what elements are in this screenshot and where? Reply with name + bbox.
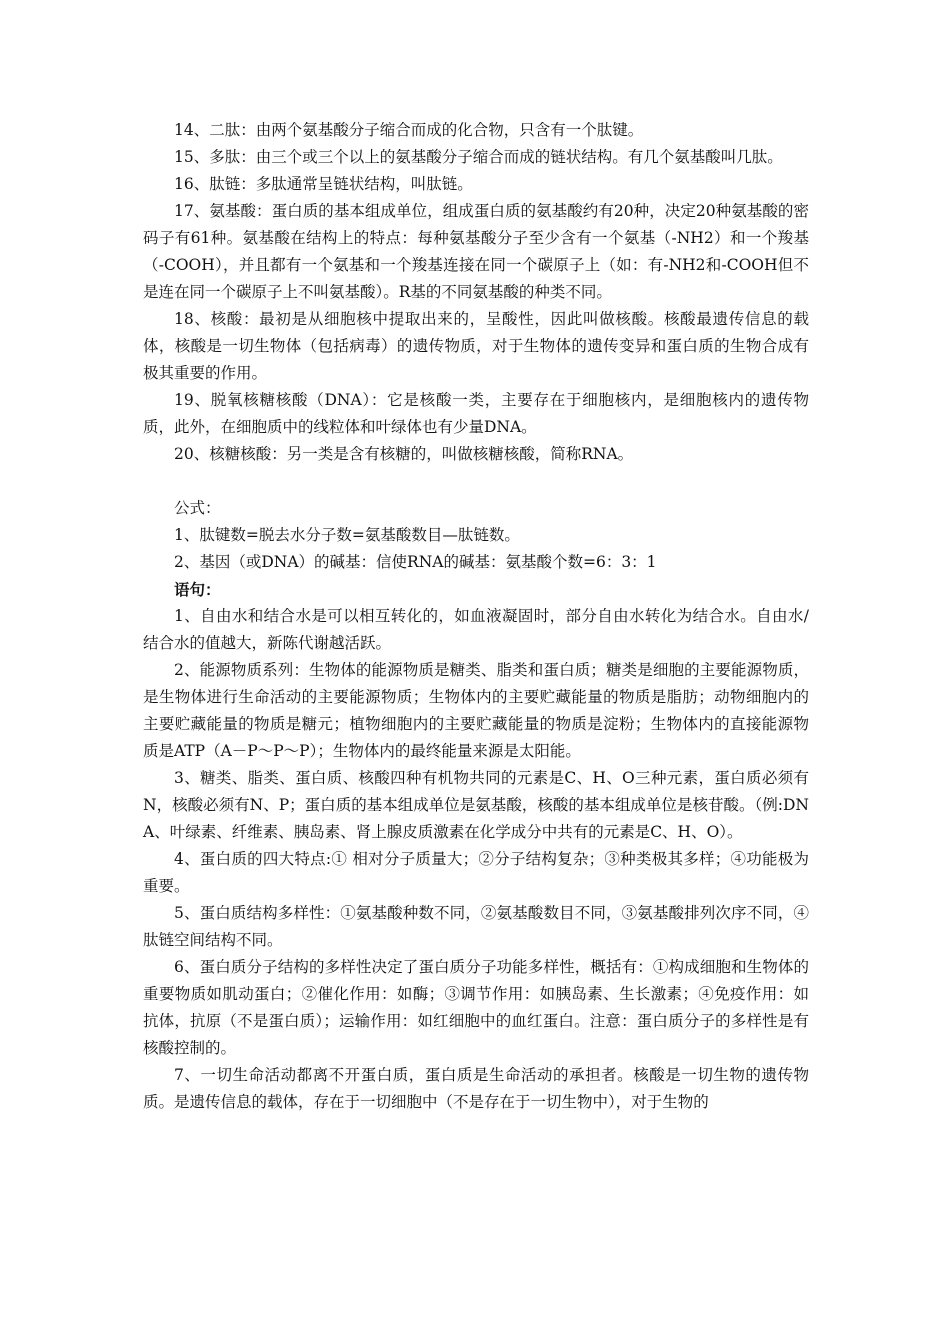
sentence-item-1: 1、自由水和结合水是可以相互转化的，如血液凝固时，部分自由水转化为结合水。自由水/结合水的值越大，新陈代谢越活跃。 — [143, 607, 809, 652]
definition-17: 17、氨基酸：蛋白质的基本组成单位，组成蛋白质的氨基酸约有20种，决定20种氨基酸的密码子有61种。氨基酸在结构上的特点：每种氨基酸分子至少含有一个氨基（-NH2）和一个羧基（-COOH），并且都有一个氨基和一个羧基连接在同一个碳原子上（如：有-NH2和-COOH但不是连在同一个碳原子上不叫氨基酸）。R基的不同氨基酸的种类不同。 — [143, 202, 809, 301]
section-spacer — [143, 468, 809, 495]
page-content — [143, 117, 809, 1116]
definition-16: 16、肽链：多肽通常呈链状结构，叫肽链。 — [174, 175, 473, 193]
sentence-item-4: 4、蛋白质的四大特点:① 相对分子质量大；②分子结构复杂；③种类极其多样；④功能极为重要。 — [143, 850, 809, 895]
sentence-item-2: 2、能源物质系列：生物体的能源物质是糖类、脂类和蛋白质；糖类是细胞的主要能源物质，是生物体进行生命活动的主要能源物质；生物体内的主要贮藏能量的物质是脂肪；动物细胞内的主要贮藏能量的物质是糖元；植物细胞内的主要贮藏能量的物质是淀粉；生物体内的直接能源物质是ATP（A－P～P～P）；生物体内的最终能量来源是太阳能。 — [143, 661, 809, 760]
formula-item-1: 1、肽键数=脱去水分子数=氨基酸数目—肽链数。 — [174, 526, 520, 544]
sentence-item-3: 3、糖类、脂类、蛋白质、核酸四种有机物共同的元素是C、H、O三种元素，蛋白质必须有N，核酸必须有N、P；蛋白质的基本组成单位是氨基酸，核酸的基本组成单位是核苷酸。（例:DNA、叶绿素、纤维素、胰岛素、肾上腺皮质激素在化学成分中共有的元素是C、H、O）。 — [143, 769, 809, 841]
definition-15: 15、多肽：由三个或三个以上的氨基酸分子缩合而成的链状结构。有几个氨基酸叫几肽。 — [174, 148, 783, 166]
definition-14: 14、二肽：由两个氨基酸分子缩合而成的化合物，只含有一个肽键。 — [174, 121, 644, 139]
formula-item-2: 2、基因（或DNA）的碱基：信使RNA的碱基：氨基酸个数=6：3：1 — [174, 553, 657, 571]
formulas-heading: 公式： — [174, 499, 221, 517]
sentence-item-5: 5、蛋白质结构多样性：①氨基酸种数不同，②氨基酸数目不同，③氨基酸排列次序不同，④肽链空间结构不同。 — [143, 904, 809, 949]
definition-19: 19、脱氧核糖核酸（DNA）：它是核酸一类，主要存在于细胞核内，是细胞核内的遗传物质，此外，在细胞质中的线粒体和叶绿体也有少量DNA。 — [143, 391, 809, 436]
definition-20: 20、核糖核酸：另一类是含有核糖的，叫做核糖核酸，简称RNA。 — [174, 445, 634, 463]
sentence-item-7: 7、一切生命活动都离不开蛋白质，蛋白质是生命活动的承担者。核酸是一切生物的遗传物质。是遗传信息的载体，存在于一切细胞中（不是存在于一切生物中），对于生物的 — [143, 1066, 809, 1111]
definition-18: 18、核酸：最初是从细胞核中提取出来的，呈酸性，因此叫做核酸。核酸最遗传信息的载体，核酸是一切生物体（包括病毒）的遗传物质，对于生物体的遗传变异和蛋白质的生物合成有极其重要的作用。 — [143, 310, 809, 382]
sentences-heading: 语句： — [174, 580, 221, 599]
sentence-item-6: 6、蛋白质分子结构的多样性决定了蛋白质分子功能多样性，概括有：①构成细胞和生物体的重要物质如肌动蛋白；②催化作用：如酶；③调节作用：如胰岛素、生长激素；④免疫作用：如抗体，抗原（不是蛋白质）；运输作用：如红细胞中的血红蛋白。注意：蛋白质分子的多样性是有核酸控制的。 — [143, 958, 809, 1057]
